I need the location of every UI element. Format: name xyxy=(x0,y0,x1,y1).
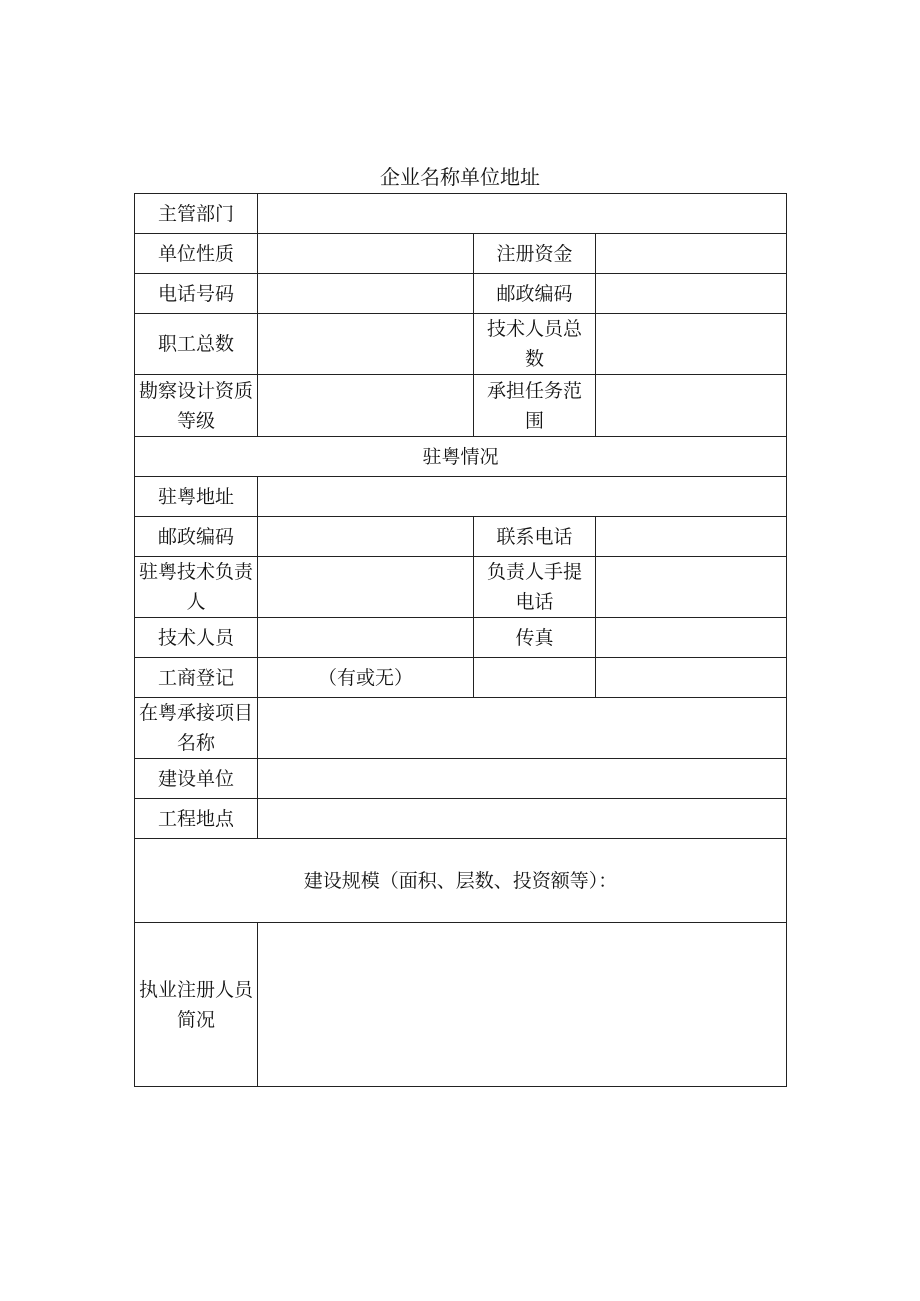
label-staff-total: 职工总数 xyxy=(135,314,258,375)
row-staff xyxy=(135,314,787,375)
field-qualification[interactable] xyxy=(258,375,474,437)
row-supervisor xyxy=(135,194,787,234)
section-heading-guangdong: 驻粤情况 xyxy=(135,437,787,477)
label-tech-staff-total: 技术人员总数 xyxy=(474,314,596,375)
row-construction-unit xyxy=(135,759,787,799)
row-unit-nature xyxy=(135,234,787,274)
page-title: 企业名称单位地址 xyxy=(380,165,540,189)
label-supervisor: 主管部门 xyxy=(135,194,258,234)
label-gd-tech-lead: 驻粤技术负责人 xyxy=(135,557,258,618)
field-registered-personnel[interactable] xyxy=(258,923,787,1087)
label-postal-code: 邮政编码 xyxy=(474,274,596,314)
field-gd-tech-lead[interactable] xyxy=(258,557,474,618)
label-qualification: 勘察设计资质等级 xyxy=(135,375,258,437)
blank-cell-1 xyxy=(474,658,596,698)
label-registered-personnel: 执业注册人员简况 xyxy=(135,923,258,1087)
label-gd-postal-code: 邮政编码 xyxy=(135,517,258,557)
row-project-location xyxy=(135,799,787,839)
blank-cell-2 xyxy=(596,658,787,698)
label-registered-capital: 注册资金 xyxy=(474,234,596,274)
field-project-location[interactable] xyxy=(258,799,787,839)
field-staff-total[interactable] xyxy=(258,314,474,375)
row-gd-postal xyxy=(135,517,787,557)
label-task-scope: 承担任务范围 xyxy=(474,375,596,437)
field-postal-code[interactable] xyxy=(596,274,787,314)
row-phone xyxy=(135,274,787,314)
label-gd-projects: 在粤承接项目名称 xyxy=(135,698,258,759)
label-lead-mobile: 负责人手提电话 xyxy=(474,557,596,618)
field-phone[interactable] xyxy=(258,274,474,314)
row-construction-scale xyxy=(135,839,787,923)
field-unit-nature[interactable] xyxy=(258,234,474,274)
row-qualification xyxy=(135,375,787,437)
field-tech-staff[interactable] xyxy=(258,618,474,658)
field-gd-projects[interactable] xyxy=(258,698,787,759)
label-unit-nature: 单位性质 xyxy=(135,234,258,274)
row-registered-personnel xyxy=(135,923,787,1087)
field-construction-unit[interactable] xyxy=(258,759,787,799)
field-construction-scale[interactable]: 建设规模（面积、层数、投资额等）： xyxy=(135,839,787,923)
field-tech-staff-total[interactable] xyxy=(596,314,787,375)
row-section-guangdong xyxy=(135,437,787,477)
label-project-location: 工程地点 xyxy=(135,799,258,839)
field-gd-address[interactable] xyxy=(258,477,787,517)
row-gd-projects xyxy=(135,698,787,759)
field-business-registration[interactable]: （有或无） xyxy=(258,658,474,698)
field-gd-postal-code[interactable] xyxy=(258,517,474,557)
row-gd-tech-lead xyxy=(135,557,787,618)
label-business-registration: 工商登记 xyxy=(135,658,258,698)
field-fax[interactable] xyxy=(596,618,787,658)
field-task-scope[interactable] xyxy=(596,375,787,437)
label-gd-address: 驻粤地址 xyxy=(135,477,258,517)
field-supervisor[interactable] xyxy=(258,194,787,234)
row-tech-staff xyxy=(135,618,787,658)
label-construction-unit: 建设单位 xyxy=(135,759,258,799)
field-lead-mobile[interactable] xyxy=(596,557,787,618)
label-phone: 电话号码 xyxy=(135,274,258,314)
field-registered-capital[interactable] xyxy=(596,234,787,274)
label-contact-phone: 联系电话 xyxy=(474,517,596,557)
row-business-registration xyxy=(135,658,787,698)
registration-form-table xyxy=(134,193,787,1087)
label-fax: 传真 xyxy=(474,618,596,658)
field-contact-phone[interactable] xyxy=(596,517,787,557)
row-gd-address xyxy=(135,477,787,517)
label-tech-staff: 技术人员 xyxy=(135,618,258,658)
